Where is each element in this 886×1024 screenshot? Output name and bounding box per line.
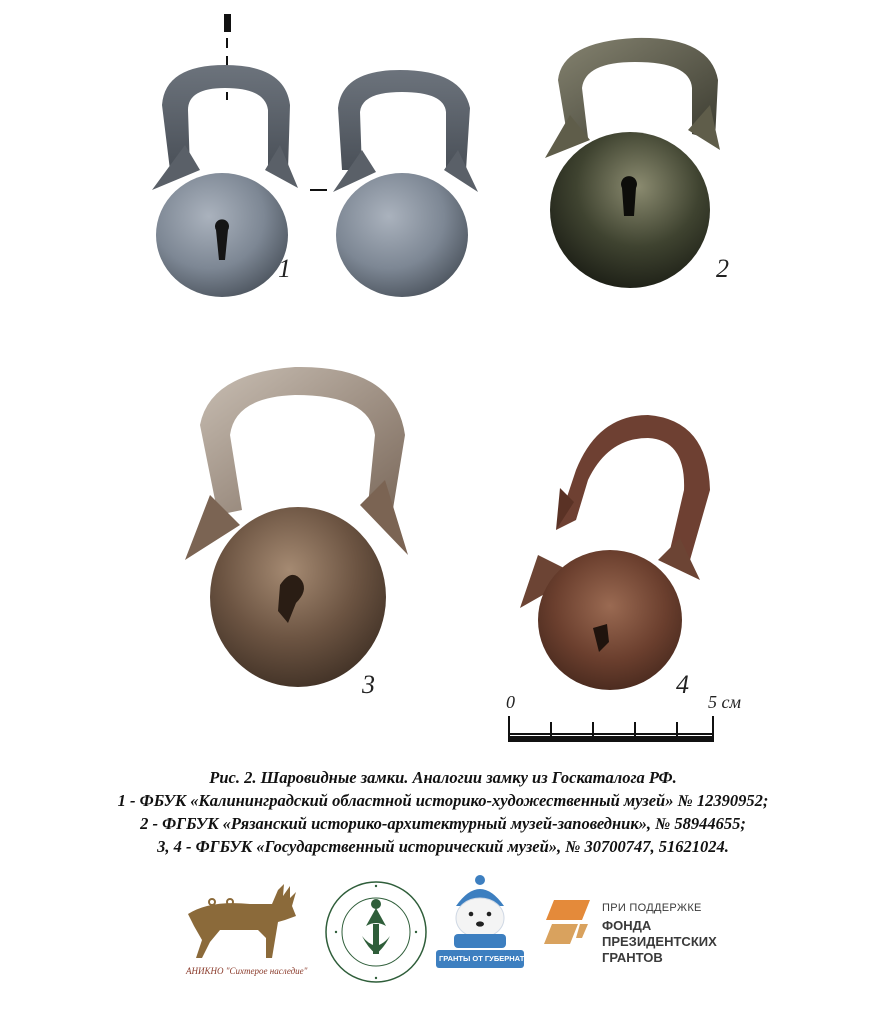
- figure-caption: [20, 766, 866, 858]
- pfg-support-text: ПРИ ПОДДЕРЖКЕ: [602, 902, 702, 914]
- pfg-line-4: ГРАНТОВ: [602, 950, 663, 965]
- figure-label-1: 1: [278, 254, 291, 283]
- scale-bar: [505, 712, 720, 746]
- lock-2-photo: [540, 30, 730, 300]
- lock-3-photo: [180, 355, 415, 690]
- pfg-line-3: ПРЕЗИДЕНТСКИХ: [602, 934, 717, 949]
- governor-grants-caption: ГРАНТЫ ОТ ГУБЕРНАТОРА: [439, 954, 540, 963]
- lock-4-photo: [518, 410, 718, 695]
- scale-zero-label: 0: [506, 692, 515, 712]
- deer-logo: [180, 882, 305, 962]
- caption-line-4: 3, 4 - ФГБУК «Государственный исторический музей», № 30700747, 51621024.: [157, 837, 729, 856]
- figure-label-4: 4: [676, 670, 689, 699]
- pfg-line-2: ФОНДА: [602, 918, 652, 933]
- archaeology-seal-logo: [322, 878, 430, 986]
- caption-line-2: 1 - ФБУК «Калининградский областной историко-художественный музей» № 12390952;: [117, 791, 769, 810]
- presidential-grants-icon: [542, 898, 592, 948]
- caption-line-3: 2 - ФГБУК «Рязанский историко-архитектурный музей-заповедник», № 58944655;: [140, 814, 746, 833]
- caption-line-1: Рис. 2. Шаровидные замки. Аналогии замку из Госкаталога РФ.: [209, 768, 677, 787]
- deer-logo-caption: АНИКНО "Сихтерое наследие": [186, 966, 308, 976]
- figure-label-3: 3: [362, 670, 375, 699]
- scale-end-label: 5 см: [708, 692, 741, 712]
- lock-1-photo: [140, 10, 480, 300]
- figure-label-2: 2: [716, 254, 729, 283]
